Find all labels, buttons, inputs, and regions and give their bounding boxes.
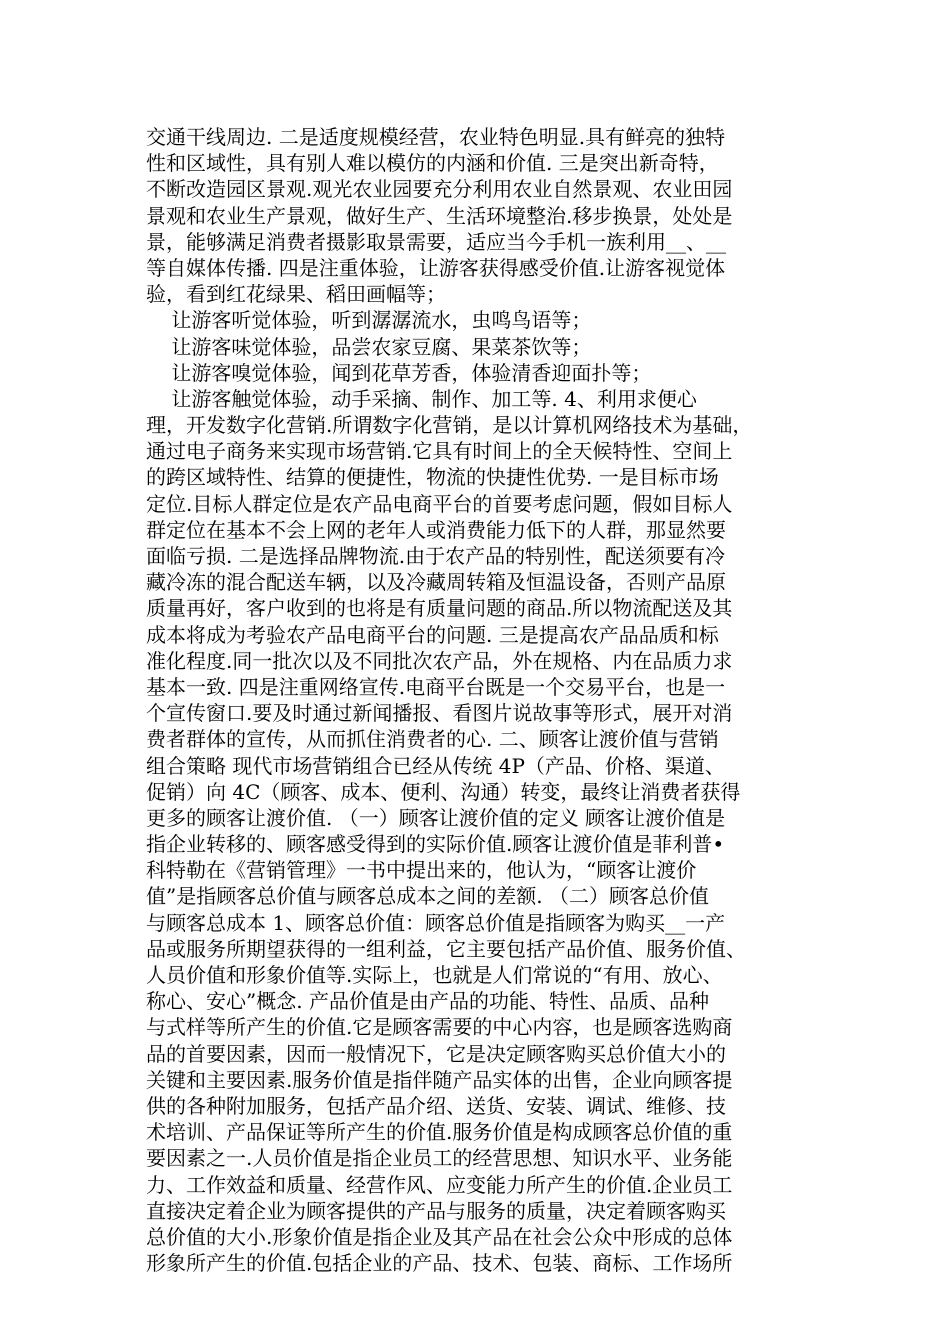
text-line: 品的首要因素，因而一般情况下，它是决定顾客购买总价值大小的 [146, 1041, 726, 1066]
text-line: 通过电子商务来实现市场营销.它具有时间上的全天候特性、空间上 [146, 439, 733, 464]
text-line: 准化程度.同一批次以及不同批次农产品，外在规格、内在品质力求 [146, 648, 733, 673]
text-line: 供的各种附加服务，包括产品介绍、送货、安装、调试、维修、技 [146, 1093, 726, 1118]
text-line: 性和区域性，具有别人难以模仿的内涵和价值. 三是突出新奇特， [146, 151, 719, 176]
text-line: 称心、安心”概念. 产品价值是由产品的功能、特性、品质、品种 [146, 989, 709, 1014]
text-line: 更多的顾客让渡价值. （一）顾客让渡价值的定义 顾客让渡价值是 [146, 805, 726, 830]
text-line: 让游客嗅觉体验，闻到花草芳香，体验清香迎面扑等； [146, 360, 652, 385]
text-line: 交通干线周边. 二是适度规模经营，农业特色明显.具有鲜亮的独特 [146, 125, 726, 149]
text-line: 定位.目标人群定位是农产品电商平台的首要考虑问题，假如目标人 [146, 491, 733, 516]
text-line: 验，看到红花绿果、稻田画幅等； [146, 282, 446, 307]
text-line: 基本一致. 四是注重网络宣传.电商平台既是一个交易平台，也是一 [146, 674, 726, 699]
text-line: 藏冷冻的混合配送车辆，以及冷藏周转箱及恒温设备，否则产品原 [146, 570, 726, 595]
text-line: 促销）向 4C（顾客、成本、便利、沟通）转变，最终让消费者获得 [146, 779, 741, 804]
text-line: 理，开发数字化营销.所谓数字化营销，是以计算机网络技术为基础， [146, 413, 753, 438]
text-line: 个宣传窗口.要及时通过新闻播报、看图片说故事等形式，展开对消 [146, 701, 733, 726]
text-line: 景，能够满足消费者摄影取景需要，适应当今手机一族利用__、__ [146, 229, 726, 254]
text-line: 与顾客总成本 1、顾客总价值：顾客总价值是指顾客为购买__一产 [146, 910, 726, 935]
text-line: 品或服务所期望获得的一组利益，它主要包括产品价值、服务价值、 [146, 936, 746, 961]
text-line: 不断改造园区景观.观光农业园要充分利用农业自然景观、农业田园 [146, 177, 733, 202]
text-line: 成本将成为考验农产品电商平台的问题. 三是提高农产品品质和标 [146, 622, 719, 647]
text-line: 质量再好，客户收到的也将是有质量问题的商品.所以物流配送及其 [146, 596, 733, 621]
text-line: 让游客听觉体验，听到潺潺流水，虫鸣鸟语等； [146, 308, 592, 333]
text-line: 要因素之一.人员价值是指企业员工的经营思想、知识水平、业务能 [146, 1146, 733, 1171]
text-line: 关键和主要因素.服务价值是指伴随产品实体的出售，企业向顾客提 [146, 1067, 733, 1092]
text-line: 景观和农业生产景观，做好生产、生活环境整治.移步换景，处处是 [146, 203, 733, 228]
text-line: 与式样等所产生的价值.它是顾客需要的中心内容，也是顾客选购商 [146, 1015, 733, 1040]
text-line: 科特勒在《营销管理》一书中提出来的，他认为，“顾客让渡价 [146, 858, 697, 883]
text-line: 的跨区域特性、结算的便捷性，物流的快捷性优势. 一是目标市场 [146, 465, 719, 490]
text-line: 形象所产生的价值.包括企业的产品、技术、包装、商标、工作场所 [146, 1251, 733, 1276]
text-line: 力、工作效益和质量、经营作风、应变能力所产生的价值.企业员工 [146, 1172, 733, 1197]
text-line: 群定位在基本不会上网的老年人或消费能力低下的人群，那显然要 [146, 517, 726, 542]
text-line: 指企业转移的、顾客感受得到的实际价值.顾客让渡价值是菲利普• [146, 832, 725, 857]
text-line: 面临亏损. 二是选择品牌物流.由于农产品的特别性，配送须要有冷 [146, 544, 726, 568]
text-line: 让游客触觉体验，动手采摘、制作、加工等. 4、利用求便心 [146, 386, 697, 411]
text-line: 人员价值和形象价值等.实际上，也就是人们常说的“有用、放心、 [146, 963, 723, 987]
text-line: 组合策略 现代市场营销组合已经从传统 4P（产品、价格、渠道、 [146, 753, 725, 778]
text-line: 值”是指顾客总价值与顾客总成本之间的差额. （二）顾客总价值 [146, 884, 709, 909]
text-line: 让游客味觉体验，品尝农家豆腐、果菜茶饮等； [146, 334, 592, 359]
document-body-text [146, 124, 846, 1276]
text-line: 等自媒体传播. 四是注重体验，让游客获得感受价值.让游客视觉体 [146, 255, 726, 280]
text-line: 术培训、产品保证等所产生的价值.服务价值是构成顾客总价值的重 [146, 1120, 733, 1145]
text-line: 直接决定着企业为顾客提供的产品与服务的质量，决定着顾客购买 [146, 1198, 726, 1223]
text-line: 总价值的大小.形象价值是指企业及其产品在社会公众中形成的总体 [146, 1224, 733, 1249]
text-line: 费者群体的宣传，从而抓住消费者的心. 二、顾客让渡价值与营销 [146, 727, 719, 752]
